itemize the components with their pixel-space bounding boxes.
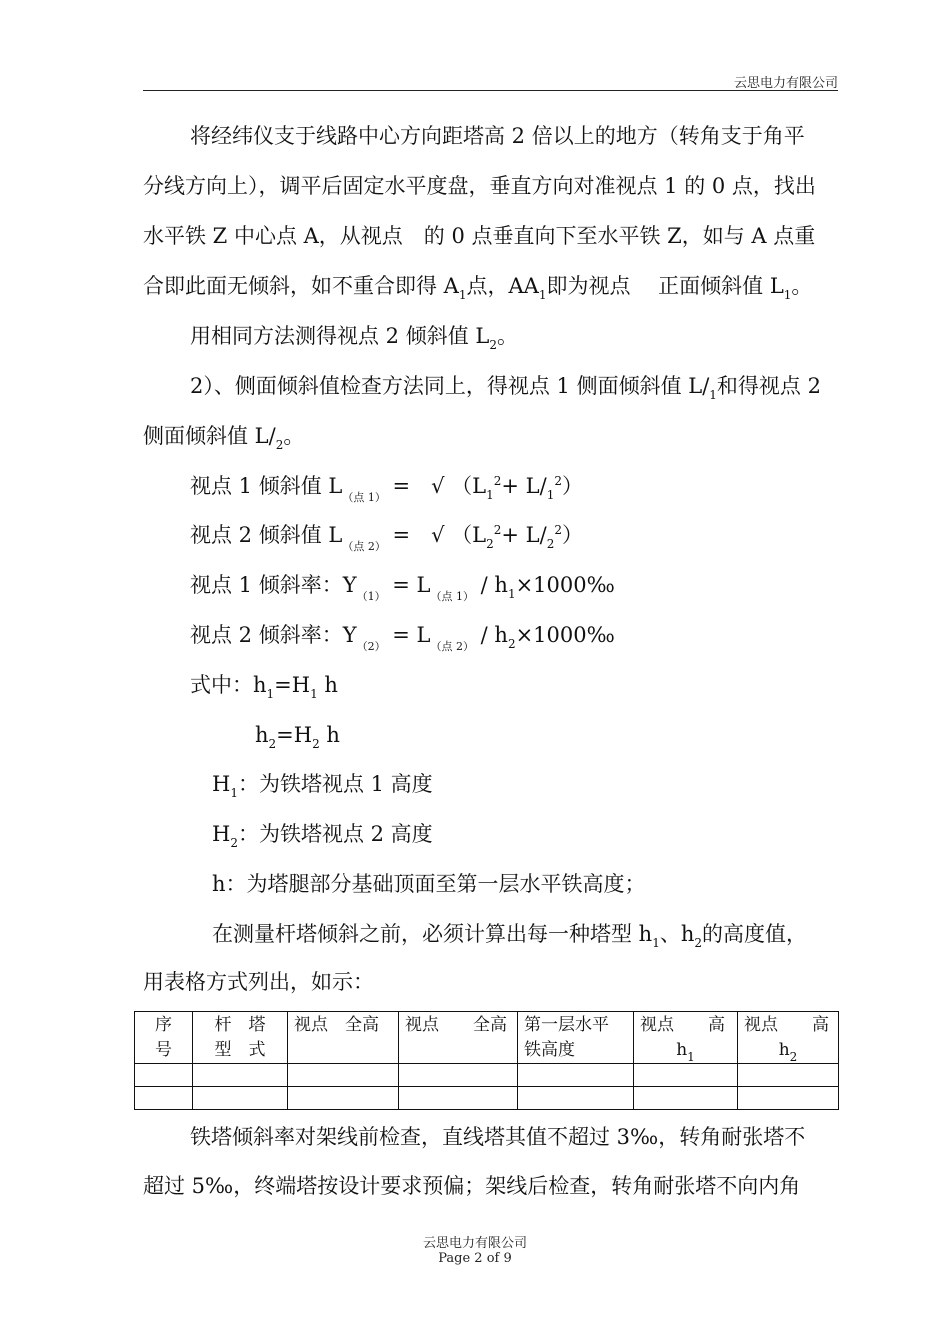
table-cell xyxy=(193,1087,288,1110)
table-cell xyxy=(738,1064,839,1087)
formula-line: 视点 1 倾斜率：$Y_{(1)} = L_{(点 1)}$ / $h_1\times 1000‰$ xyxy=(190,573,615,603)
paragraph-line: 用表格方式列出，如示： xyxy=(143,970,374,994)
paragraph-line: 2）、侧面倾斜值检查方法同上，得视点 1 侧面倾斜值 $L/_1$和得视点 2 xyxy=(190,374,821,402)
paragraph-line: 超过 5‰，终端塔按设计要求预偏；架线后检查，转角耐张塔不向内角 xyxy=(143,1174,801,1198)
table-cell xyxy=(288,1087,399,1110)
paragraph-line: 用相同方法测得视点 2 倾斜值 $L_2$。 xyxy=(190,324,518,352)
table-header-cell: 序 号 xyxy=(135,1012,193,1064)
table-cell xyxy=(634,1064,738,1087)
definition-line: $H_2$：为铁塔视点 2 高度 xyxy=(212,822,433,850)
table-header-row xyxy=(135,1012,839,1064)
table-header-cell: 第一层水平 铁高度 xyxy=(518,1012,634,1064)
paragraph-line: 分线方向上），调平后固定水平度盘，垂直方向对准视点 1 的 0 点，找出 xyxy=(143,174,816,198)
paragraph-line: 合即此面无倾斜，如不重合即得 $A_1$点，$AA_1$即为视点 正面倾斜值 $L_1$。 xyxy=(143,274,813,302)
table-header-cell: 视点 高 $h_1$ xyxy=(634,1012,738,1064)
footer-company: 云思电力有限公司 xyxy=(422,1236,527,1251)
table-cell xyxy=(135,1064,193,1087)
table-cell xyxy=(399,1064,518,1087)
formula-line: $h_2=H_2$ h xyxy=(255,723,340,751)
table-cell xyxy=(518,1087,634,1110)
table-header-cell: 视点 全高 xyxy=(399,1012,518,1064)
formula-line: 式中：$h_1=H_1$ h xyxy=(190,673,338,701)
table-cell xyxy=(288,1064,399,1087)
table-cell xyxy=(399,1087,518,1110)
definition-line: $H_1$：为铁塔视点 1 高度 xyxy=(212,772,433,800)
paragraph-line: 在测量杆塔倾斜之前，必须计算出每一种塔型 $h_1$、$h_2$的高度值， xyxy=(212,922,808,950)
table-cell xyxy=(518,1064,634,1087)
formula-line: 视点 2 倾斜率：$Y_{(2)} = L_{(点 2)}$ / $h_2\times 1000‰$ xyxy=(190,623,615,653)
table-cell xyxy=(738,1087,839,1110)
footer-page-number: Page 2 of 9 xyxy=(438,1251,512,1266)
table-cell xyxy=(135,1087,193,1110)
paragraph-line: 侧面倾斜值 $L/_2$。 xyxy=(143,424,305,452)
table-row xyxy=(135,1064,839,1087)
table-cell xyxy=(193,1064,288,1087)
page-header: 云思电力有限公司 xyxy=(733,76,838,91)
formula-line: 视点 1 倾斜值 $L_{(点 1)}$ = √ $(L_1^2+ L/_1^2)$ xyxy=(190,474,583,504)
paragraph-line: 将经纬仪支于线路中心方向距塔高 2 倍以上的地方（转角支于角平 xyxy=(190,124,805,148)
table-header-cell: 视点 高 $h_2$ xyxy=(738,1012,839,1064)
paragraph-line: 水平铁 Z 中心点 A，从视点 的 0 点垂直向下至水平铁 Z，如与 A 点重 xyxy=(143,224,816,248)
table-row xyxy=(135,1087,839,1110)
table-cell xyxy=(634,1087,738,1110)
table-header-cell: 视点 全高 xyxy=(288,1012,399,1064)
paragraph-line: 铁塔倾斜率对架线前检查，直线塔其值不超过 3‰，转角耐张塔不 xyxy=(190,1125,806,1149)
formula-line: 视点 2 倾斜值 $L_{(点 2)}$ = √ $(L_2^2+ L/_2^2)$ xyxy=(190,523,583,553)
definition-line: h：为塔腿部分基础顶面至第一层水平铁高度； xyxy=(212,872,646,896)
tower-height-table xyxy=(134,1011,839,1110)
header-rule xyxy=(143,90,838,91)
table-header-cell: 杆 塔 型 式 xyxy=(193,1012,288,1064)
